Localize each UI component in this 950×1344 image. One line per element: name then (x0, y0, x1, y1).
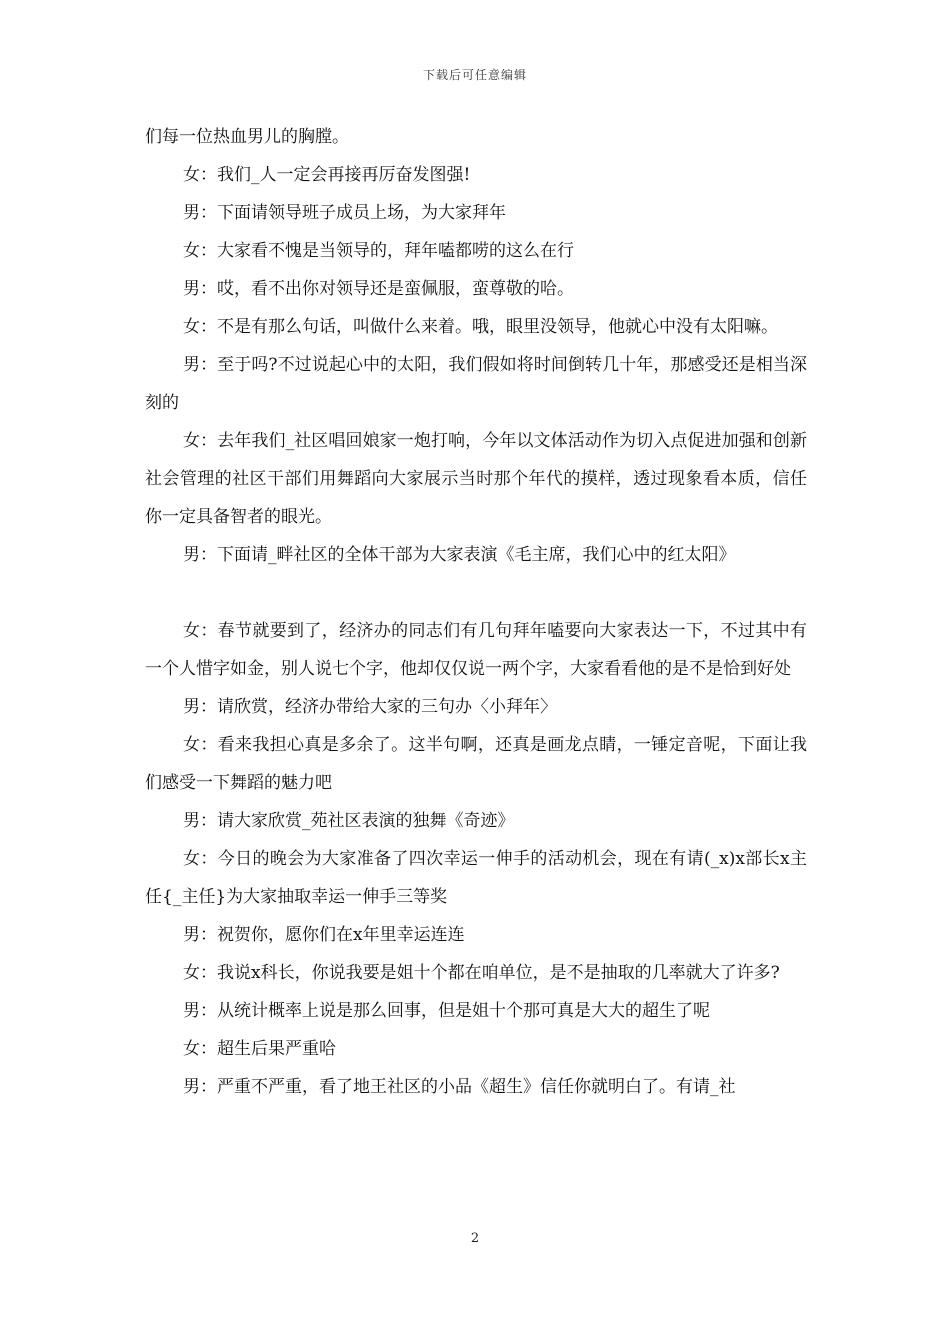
paragraph: 女：春节就要到了，经济办的同志们有几句拜年嗑要向大家表达一下，不过其中有一个人惜字如金，别人说七个字，他却仅仅说一两个字，大家看看他的是不是恰到好处 (145, 621, 807, 679)
paragraph: 男：祝贺你，愿你们在x年里幸运连连 (183, 925, 465, 945)
paragraph: 女：我说x科长，你说我要是姐十个都在咱单位，是不是抽取的几率就大了许多? (183, 963, 780, 983)
paragraph: 女：大家看不愧是当领导的，拜年嗑都唠的这么在行 (183, 241, 574, 261)
paragraph: 男：严重不严重，看了地王社区的小品《超生》信任你就明白了。有请_社 (183, 1077, 736, 1097)
page-header: 下载后可任意编辑 (422, 68, 527, 82)
paragraph: 男：至于吗?不过说起心中的太阳，我们假如将时间倒转几十年，那感受还是相当深刻的 (145, 355, 807, 413)
paragraph: 男：哎，看不出你对领导还是蛮佩服，蛮尊敬的哈。 (183, 279, 574, 299)
document-body (145, 118, 807, 1106)
paragraph: 男：请大家欣赏_苑社区表演的独舞《奇迹》 (183, 811, 515, 831)
paragraph: 女：不是有那么句话，叫做什么来着。哦，眼里没领导，他就心中没有太阳嘛。 (183, 317, 778, 337)
paragraph: 男：从统计概率上说是那么回事，但是姐十个那可真是大大的超生了呢 (183, 1001, 710, 1021)
paragraph: 男：下面请_畔社区的全体干部为大家表演《毛主席，我们心中的红太阳》 (183, 545, 736, 565)
paragraph: 女：超生后果严重哈 (183, 1039, 336, 1059)
paragraph: 女：今日的晚会为大家准备了四次幸运一伸手的活动机会，现在有请(_x)x部长x主任{_主任}为大家抽取幸运一伸手三等奖 (145, 849, 807, 907)
paragraph: 们每一位热血男儿的胸膛。 (145, 127, 349, 147)
paragraph: 男：请欣赏，经济办带给大家的三句办〈小拜年〉 (183, 697, 557, 717)
paragraph: 女：我们_人一定会再接再厉奋发图强! (183, 165, 471, 185)
paragraph: 男：下面请领导班子成员上场，为大家拜年 (183, 203, 506, 223)
paragraph: 女：去年我们_社区唱回娘家一炮打响，今年以文体活动作为切入点促进加强和创新社会管理的社区干部们用舞蹈向大家展示当时那个年代的摸样，透过现象看本质，信任你一定具备智者的眼光。 (145, 431, 807, 527)
paragraph: 女：看来我担心真是多余了。这半句啊，还真是画龙点睛，一锤定音呢，下面让我们感受一下舞蹈的魅力吧 (145, 735, 807, 793)
page-number: 2 (470, 1231, 480, 1246)
